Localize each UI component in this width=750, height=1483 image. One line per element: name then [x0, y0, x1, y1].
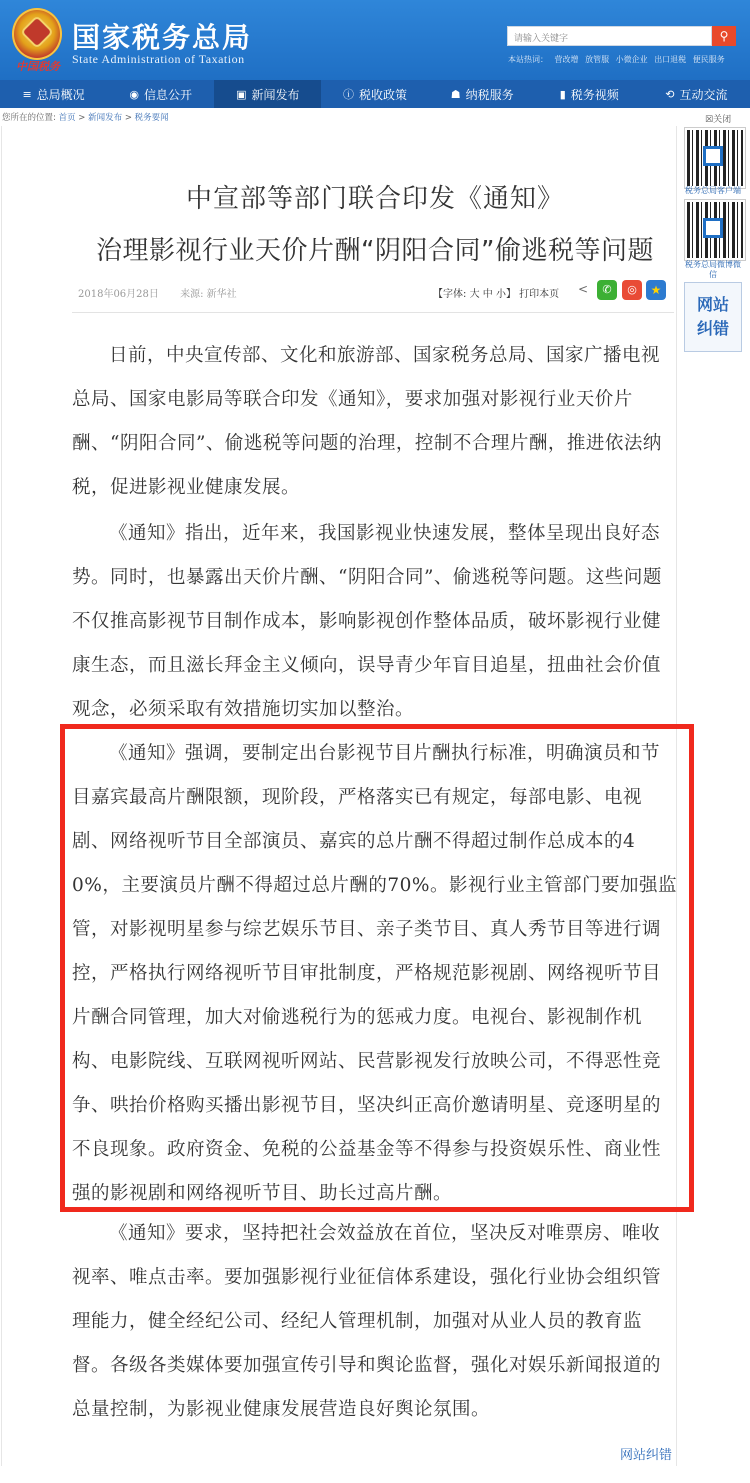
title-divider — [72, 312, 674, 313]
qr-app-label[interactable]: 税务总局客户端 — [685, 186, 741, 195]
correction-line2: 纠错 — [696, 319, 729, 338]
breadcrumb-tax-news[interactable]: 税务要闻 — [134, 113, 169, 123]
qr-weibo-wechat-label[interactable]: 税务总局微博微信 — [685, 260, 741, 279]
video-icon: ▮ — [559, 87, 566, 101]
nav-item-news[interactable] — [214, 80, 321, 108]
article-title-line2: 治理影视行业天价片酬“阴阳合同”偷逃税等问题 — [96, 236, 654, 266]
article-date: 2018年06月28日 — [78, 289, 159, 300]
close-icon: ☒ — [705, 115, 714, 125]
site-correction-link[interactable]: 网站纠错 — [620, 1448, 673, 1463]
hot-words-label: 本站热词： — [508, 55, 548, 64]
font-size-close: 】 — [505, 289, 516, 300]
font-size-large[interactable]: 大 — [469, 289, 480, 300]
main-nav — [0, 80, 750, 108]
hot-word-link[interactable]: 出口退税 — [654, 55, 687, 64]
news-icon: ▣ — [236, 87, 247, 101]
correction-line1: 网站 — [696, 295, 729, 314]
article-paragraph: 《通知》要求，坚持把社会效益放在首位，坚决反对唯票房、唯收视率、唯点击率。要加强影视行业征信体系建设，强化行业协会组织管理能力，健全经纪公司、经纪人管理机制，加强对从业人员的教育监督。各级各类媒体要加强宣传引导和舆论监督，强化对娱乐新闻报道的总量控制，为影视业健康发展营造良好舆论氛围。 — [72, 1223, 662, 1420]
share-icon[interactable]: < — [578, 282, 589, 296]
article-paragraph: 日前，中央宣传部、文化和旅游部、国家税务总局、国家广播电视总局、国家电影局等联合印发《通知》，要求加强对影视行业天价片酬、“阴阳合同”、偷逃税等问题的治理，控制不合理片酬，推进依法纳税，促进影视业健康发展。 — [72, 345, 662, 498]
nav-item-interact[interactable] — [643, 80, 750, 108]
red-highlight-box — [60, 724, 694, 1212]
font-size-small[interactable]: 小 — [495, 289, 506, 300]
exchange-icon: ⟲ — [665, 87, 675, 101]
nav-item-video[interactable] — [536, 80, 643, 108]
breadcrumb-prefix: 您所在的位置: — [2, 113, 56, 123]
font-size-label: 【字体: — [433, 289, 467, 300]
site-header — [0, 0, 750, 80]
article-tools — [433, 285, 559, 300]
nav-item-label: 总局概况 — [36, 87, 85, 102]
nav-item-label: 税务视频 — [570, 87, 619, 102]
close-label: 关闭 — [713, 115, 732, 125]
nav-item-service[interactable] — [429, 80, 536, 108]
chat-icon: ◉ — [129, 87, 139, 101]
font-size-medium[interactable]: 中 — [482, 289, 493, 300]
content-border-left — [1, 126, 2, 1466]
article-source: 来源: 新华社 — [180, 289, 237, 300]
article-paragraph-highlighted: 《通知》强调，要制定出台影视节目片酬执行标准，明确演员和节目嘉宾最高片酬限额，现阶段，严格落实已有规定，每部电影、电视剧、网络视听节目全部演员、嘉宾的总片酬不得超过制作总成本的40%，主要演员片酬不得超过总片酬的70%。影视行业主管部门要加强监管，对影视明星参与综艺娱乐节目、亲子类节目、真人秀节目等进行调控，严格执行网络视听节目审批制度，严格规范影视剧、网络视听节目片酬合同管理，加大对偷逃税行为的惩戒力度。电视台、影视制作机构、电影院线、互联网视听网站、民营影视发行放映公司，不得恶性竞争、哄抬价格购买播出影视节目，坚决纠正高价邀请明星、竞逐明星的不良现象。政府资金、免税的公益基金等不得参与投资娱乐性、商业性强的影视剧和网络视听节目、助长过高片酬。 — [72, 743, 677, 1204]
tax-emblem-logo[interactable] — [12, 8, 62, 60]
hot-word-link[interactable]: 便民服务 — [692, 55, 725, 64]
wechat-share-icon[interactable]: ✆ — [597, 280, 617, 300]
site-subtitle: State Administration of Taxation — [72, 52, 245, 66]
nav-item-overview[interactable] — [0, 80, 107, 108]
breadcrumb-news[interactable]: 新闻发布 — [88, 113, 123, 123]
hot-word-link[interactable]: 放管服 — [585, 55, 610, 64]
breadcrumb-home[interactable]: 首页 — [58, 113, 76, 123]
nav-item-info[interactable] — [107, 80, 214, 108]
close-sidebar-button[interactable] — [705, 112, 731, 125]
nav-item-policy[interactable] — [321, 80, 428, 108]
nav-item-label: 纳税服务 — [465, 87, 514, 102]
site-title[interactable]: 国家税务总局 — [72, 21, 253, 54]
search-button[interactable] — [712, 26, 736, 46]
nav-item-label: 新闻发布 — [251, 87, 300, 102]
search-input[interactable]: 请输入关键字 — [507, 26, 712, 46]
article-paragraph: 《通知》指出，近年来，我国影视业快速发展，整体呈现出良好态势。同时，也暴露出天价片酬、“阴阳合同”、偷逃税等问题。这些问题不仅推高影视节目制作成本，影响影视创作整体品质，破坏影视行业健康生态，而且滋长拜金主义倾向，误导青少年盲目追星，扭曲社会价值观念，必须采取有效措施切实加以整治。 — [72, 523, 662, 720]
hot-word-link[interactable]: 小微企业 — [615, 55, 648, 64]
nav-item-label: 互动交流 — [679, 87, 728, 102]
favorite-star-icon[interactable]: ★ — [646, 280, 666, 300]
nav-item-label: 信息公开 — [144, 87, 193, 102]
logo-script-text: 中国税务 — [16, 60, 60, 73]
article-title-line1: 中宣部等部门联合印发《通知》 — [185, 184, 564, 214]
hot-words — [508, 54, 748, 65]
hot-word-link[interactable]: 营改增 — [554, 55, 579, 64]
breadcrumb: 您所在的位置: 首页 > 新闻发布 > 税务要闻 — [2, 113, 169, 123]
menu-icon: ≡ — [22, 87, 32, 101]
user-icon: ☗ — [450, 87, 461, 101]
nav-item-label: 税收政策 — [358, 87, 407, 102]
article-meta — [78, 285, 255, 300]
site-correction-button[interactable] — [684, 282, 742, 352]
weibo-share-icon[interactable]: ◎ — [622, 280, 642, 300]
search-icon: ⚲ — [719, 29, 729, 43]
info-icon: ⓘ — [342, 88, 354, 101]
print-button[interactable]: 打印本页 — [519, 289, 560, 300]
